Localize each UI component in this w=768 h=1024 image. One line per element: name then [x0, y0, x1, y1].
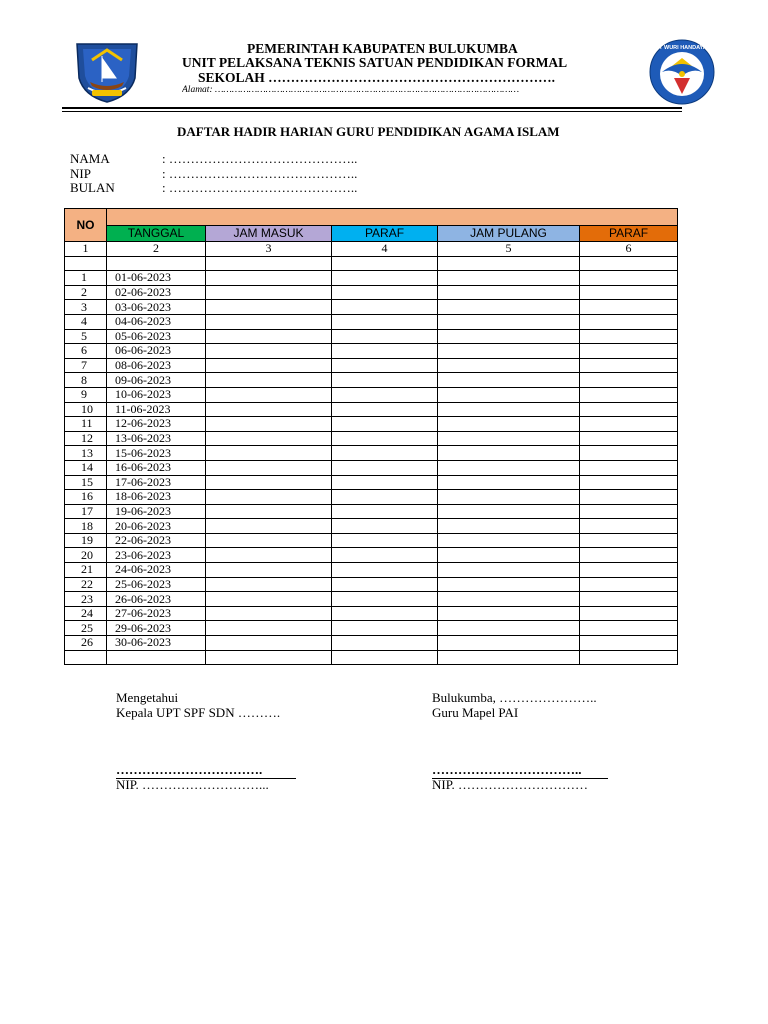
row-date: 22-06-2023: [107, 533, 206, 548]
kepala-name-line[interactable]: …………………………….: [116, 762, 296, 779]
row-number: 13: [65, 446, 107, 461]
paraf-pulang-cell[interactable]: [580, 285, 678, 300]
jam-pulang-cell[interactable]: [438, 271, 580, 286]
paraf-pulang-cell[interactable]: [580, 431, 678, 446]
jam-masuk-cell[interactable]: [206, 606, 332, 621]
row-date: 25-06-2023: [107, 577, 206, 592]
paraf-masuk-cell[interactable]: [332, 373, 438, 388]
column-number: 1: [65, 242, 107, 257]
paraf-masuk-cell[interactable]: [332, 563, 438, 578]
jam-masuk-cell[interactable]: [206, 285, 332, 300]
table-row: [65, 519, 678, 534]
row-date: 29-06-2023: [107, 621, 206, 636]
table-row: [65, 636, 678, 651]
jam-pulang-cell[interactable]: [438, 387, 580, 402]
paraf-masuk-cell[interactable]: [332, 271, 438, 286]
jam-pulang-cell[interactable]: [438, 446, 580, 461]
table-row: [65, 577, 678, 592]
jam-pulang-cell[interactable]: [438, 460, 580, 475]
jam-masuk-cell[interactable]: [206, 519, 332, 534]
jam-masuk-cell[interactable]: [206, 300, 332, 315]
column-number: 6: [580, 242, 678, 257]
paraf-masuk-cell[interactable]: [332, 300, 438, 315]
paraf-masuk-cell[interactable]: [332, 592, 438, 607]
table-row: [65, 344, 678, 359]
table-row: [65, 329, 678, 344]
jam-pulang-cell[interactable]: [438, 431, 580, 446]
table-row: [65, 460, 678, 475]
paraf-masuk-cell[interactable]: [332, 358, 438, 373]
jam-pulang-cell[interactable]: [438, 417, 580, 432]
jam-masuk-cell[interactable]: [206, 358, 332, 373]
table-row: [65, 446, 678, 461]
row-date: 06-06-2023: [107, 344, 206, 359]
paraf-masuk-cell[interactable]: [332, 329, 438, 344]
header-line-3: SEKOLAH ……………………………………………………….: [198, 70, 556, 85]
paraf-pulang-cell[interactable]: [580, 358, 678, 373]
paraf-pulang-cell[interactable]: [580, 606, 678, 621]
row-number: 15: [65, 475, 107, 490]
paraf-pulang-cell[interactable]: [580, 577, 678, 592]
jam-masuk-cell[interactable]: [206, 314, 332, 329]
paraf-masuk-cell[interactable]: [332, 387, 438, 402]
paraf-masuk-cell[interactable]: [332, 548, 438, 563]
row-date: 05-06-2023: [107, 329, 206, 344]
table-row: [65, 475, 678, 490]
jam-pulang-cell[interactable]: [438, 636, 580, 651]
jam-pulang-cell[interactable]: [438, 329, 580, 344]
jam-masuk-cell[interactable]: [206, 387, 332, 402]
attendance-rows: [65, 271, 678, 650]
table-row: [65, 387, 678, 402]
column-number: 5: [438, 242, 580, 257]
jam-pulang-cell[interactable]: [438, 548, 580, 563]
paraf-pulang-cell[interactable]: [580, 475, 678, 490]
row-number: 10: [65, 402, 107, 417]
nama-label: NAMA: [70, 151, 110, 166]
spacer-row: [65, 256, 678, 271]
jam-masuk-cell[interactable]: [206, 533, 332, 548]
jam-masuk-cell[interactable]: [206, 402, 332, 417]
paraf-pulang-cell[interactable]: [580, 314, 678, 329]
jam-masuk-cell[interactable]: [206, 563, 332, 578]
jam-masuk-cell[interactable]: [206, 548, 332, 563]
paraf-masuk-cell[interactable]: [332, 636, 438, 651]
row-date: 24-06-2023: [107, 563, 206, 578]
row-date: 11-06-2023: [107, 402, 206, 417]
row-date: 30-06-2023: [107, 636, 206, 651]
column-number: 2: [107, 242, 206, 257]
jam-masuk-cell[interactable]: [206, 636, 332, 651]
paraf-masuk-cell[interactable]: [332, 504, 438, 519]
table-row: [65, 417, 678, 432]
paraf-masuk-cell[interactable]: [332, 285, 438, 300]
table-row: [65, 358, 678, 373]
row-date: 27-06-2023: [107, 606, 206, 621]
jam-masuk-cell[interactable]: [206, 344, 332, 359]
row-number: 9: [65, 387, 107, 402]
row-date: 20-06-2023: [107, 519, 206, 534]
paraf-masuk-cell[interactable]: [332, 519, 438, 534]
no-header: NO: [65, 209, 107, 242]
row-number: 26: [65, 636, 107, 651]
paraf-pulang-cell[interactable]: [580, 460, 678, 475]
paraf-masuk-cell[interactable]: [332, 533, 438, 548]
jam-masuk-cell[interactable]: [206, 621, 332, 636]
row-date: 04-06-2023: [107, 314, 206, 329]
paraf-pulang-cell[interactable]: [580, 490, 678, 505]
row-date: 13-06-2023: [107, 431, 206, 446]
row-number: 16: [65, 490, 107, 505]
row-date: 23-06-2023: [107, 548, 206, 563]
paraf-pulang-cell[interactable]: [580, 300, 678, 315]
table-row: [65, 431, 678, 446]
row-number: 8: [65, 373, 107, 388]
attendance-table: [64, 208, 678, 665]
row-number: 17: [65, 504, 107, 519]
paraf-pulang-cell[interactable]: [580, 344, 678, 359]
paraf-masuk-cell[interactable]: [332, 460, 438, 475]
nama-field[interactable]: : ……………………………………..: [162, 151, 358, 166]
paraf-masuk-cell[interactable]: [332, 344, 438, 359]
bulukumba-emblem-logo: [72, 40, 142, 104]
kepala-nip[interactable]: NIP. ………………………...: [116, 777, 269, 792]
row-date: 03-06-2023: [107, 300, 206, 315]
row-number: 2: [65, 285, 107, 300]
bulan-label: BULAN: [70, 180, 115, 195]
row-number: 14: [65, 460, 107, 475]
jam-pulang-cell[interactable]: [438, 300, 580, 315]
paraf-pulang-cell[interactable]: [580, 504, 678, 519]
jam-masuk-cell[interactable]: [206, 446, 332, 461]
row-number: 1: [65, 271, 107, 286]
jam-masuk-cell[interactable]: [206, 490, 332, 505]
header-line-1: PEMERINTAH KABUPATEN BULUKUMBA: [247, 41, 518, 56]
paraf-pulang-cell[interactable]: [580, 387, 678, 402]
row-number: 18: [65, 519, 107, 534]
header-address: Alamat: ………………………………………………………………………………………………: [182, 85, 520, 95]
jam-masuk-cell[interactable]: [206, 431, 332, 446]
table-row: [65, 563, 678, 578]
jam-pulang-header: JAM PULANG: [438, 226, 580, 242]
paraf-pulang-cell[interactable]: [580, 548, 678, 563]
jam-pulang-cell[interactable]: [438, 606, 580, 621]
table-row: [65, 490, 678, 505]
paraf-pulang-cell[interactable]: [580, 621, 678, 636]
paraf-pulang-cell[interactable]: [580, 519, 678, 534]
jam-pulang-cell[interactable]: [438, 592, 580, 607]
jam-masuk-cell[interactable]: [206, 417, 332, 432]
jam-masuk-cell[interactable]: [206, 592, 332, 607]
guru-nip[interactable]: NIP. …………………………: [432, 777, 589, 792]
row-date: 19-06-2023: [107, 504, 206, 519]
row-date: 08-06-2023: [107, 358, 206, 373]
header-line-2: UNIT PELAKSANA TEKNIS SATUAN PENDIDIKAN FORMAL: [182, 55, 568, 70]
row-number: 24: [65, 606, 107, 621]
row-date: 18-06-2023: [107, 490, 206, 505]
mengetahui-label: Mengetahui: [116, 690, 179, 705]
table-row: [65, 606, 678, 621]
empty-row: [65, 650, 678, 665]
row-date: 16-06-2023: [107, 460, 206, 475]
row-date: 26-06-2023: [107, 592, 206, 607]
paraf-pulang-cell[interactable]: [580, 329, 678, 344]
column-number: 3: [206, 242, 332, 257]
jam-pulang-cell[interactable]: [438, 577, 580, 592]
row-number: 22: [65, 577, 107, 592]
guru-mapel-label: Guru Mapel PAI: [432, 705, 519, 720]
paraf-pulang-cell[interactable]: [580, 533, 678, 548]
paraf-masuk-header: PARAF: [332, 226, 438, 242]
jam-masuk-cell[interactable]: [206, 373, 332, 388]
nip-field[interactable]: : ……………………………………..: [162, 166, 358, 181]
row-date: 12-06-2023: [107, 417, 206, 432]
jam-masuk-cell[interactable]: [206, 329, 332, 344]
paraf-masuk-cell[interactable]: [332, 577, 438, 592]
nip-label: NIP: [70, 166, 91, 181]
row-number: 4: [65, 314, 107, 329]
row-number: 11: [65, 417, 107, 432]
jam-masuk-header: JAM MASUK: [206, 226, 332, 242]
paraf-masuk-cell[interactable]: [332, 417, 438, 432]
row-number: 19: [65, 533, 107, 548]
jam-masuk-cell[interactable]: [206, 460, 332, 475]
table-row: [65, 621, 678, 636]
column-number-row: [65, 242, 678, 257]
paraf-masuk-cell[interactable]: [332, 621, 438, 636]
jam-pulang-cell[interactable]: [438, 490, 580, 505]
paraf-pulang-cell[interactable]: [580, 373, 678, 388]
tut-wuri-handayani-logo: [648, 38, 716, 106]
jam-masuk-cell[interactable]: [206, 271, 332, 286]
paraf-masuk-cell[interactable]: [332, 490, 438, 505]
paraf-pulang-header: PARAF: [580, 226, 678, 242]
guru-name-line[interactable]: ……………………………..: [432, 762, 608, 779]
table-row: [65, 300, 678, 315]
row-number: 7: [65, 358, 107, 373]
jam-pulang-cell[interactable]: [438, 621, 580, 636]
row-date: 02-06-2023: [107, 285, 206, 300]
row-number: 3: [65, 300, 107, 315]
paraf-pulang-cell[interactable]: [580, 402, 678, 417]
table-row: [65, 314, 678, 329]
logo-motto-text: TUT WURI HANDAYANI: [651, 45, 713, 51]
row-date: 10-06-2023: [107, 387, 206, 402]
jam-pulang-cell[interactable]: [438, 402, 580, 417]
jam-masuk-cell[interactable]: [206, 504, 332, 519]
paraf-masuk-cell[interactable]: [332, 402, 438, 417]
paraf-masuk-cell[interactable]: [332, 431, 438, 446]
row-number: 23: [65, 592, 107, 607]
jam-pulang-cell[interactable]: [438, 475, 580, 490]
tanggal-header: TANGGAL: [107, 226, 206, 242]
jam-pulang-cell[interactable]: [438, 519, 580, 534]
row-number: 20: [65, 548, 107, 563]
column-number: 4: [332, 242, 438, 257]
table-row: [65, 592, 678, 607]
header-divider-thin: [62, 111, 682, 112]
table-row: [65, 548, 678, 563]
jam-pulang-cell[interactable]: [438, 504, 580, 519]
table-row: [65, 373, 678, 388]
paraf-pulang-cell[interactable]: [580, 592, 678, 607]
paraf-masuk-cell[interactable]: [332, 446, 438, 461]
jam-pulang-cell[interactable]: [438, 373, 580, 388]
paraf-pulang-cell[interactable]: [580, 417, 678, 432]
jam-pulang-cell[interactable]: [438, 314, 580, 329]
header-divider: [62, 107, 682, 109]
paraf-masuk-cell[interactable]: [332, 314, 438, 329]
paraf-masuk-cell[interactable]: [332, 475, 438, 490]
jam-pulang-cell[interactable]: [438, 563, 580, 578]
row-number: 25: [65, 621, 107, 636]
row-date: 15-06-2023: [107, 446, 206, 461]
row-number: 12: [65, 431, 107, 446]
row-number: 21: [65, 563, 107, 578]
row-number: 5: [65, 329, 107, 344]
paraf-pulang-cell[interactable]: [580, 446, 678, 461]
header-band: [107, 209, 678, 226]
table-row: [65, 271, 678, 286]
paraf-masuk-cell[interactable]: [332, 606, 438, 621]
document-title: DAFTAR HADIR HARIAN GURU PENDIDIKAN AGAMA ISLAM: [177, 124, 560, 139]
table-row: [65, 285, 678, 300]
row-date: 17-06-2023: [107, 475, 206, 490]
table-row: [65, 504, 678, 519]
table-row: [65, 402, 678, 417]
row-number: 6: [65, 344, 107, 359]
jam-pulang-cell[interactable]: [438, 533, 580, 548]
kepala-sekolah-label: Kepala UPT SPF SDN ……….: [116, 705, 281, 720]
jam-masuk-cell[interactable]: [206, 475, 332, 490]
table-row: [65, 533, 678, 548]
paraf-pulang-cell[interactable]: [580, 563, 678, 578]
paraf-pulang-cell[interactable]: [580, 271, 678, 286]
paraf-pulang-cell[interactable]: [580, 636, 678, 651]
jam-pulang-cell[interactable]: [438, 344, 580, 359]
row-date: 01-06-2023: [107, 271, 206, 286]
row-date: 09-06-2023: [107, 373, 206, 388]
bulan-field[interactable]: : ……………………………………..: [162, 180, 358, 195]
jam-pulang-cell[interactable]: [438, 358, 580, 373]
jam-masuk-cell[interactable]: [206, 577, 332, 592]
place-date-label[interactable]: Bulukumba, …………………..: [432, 690, 597, 705]
jam-pulang-cell[interactable]: [438, 285, 580, 300]
